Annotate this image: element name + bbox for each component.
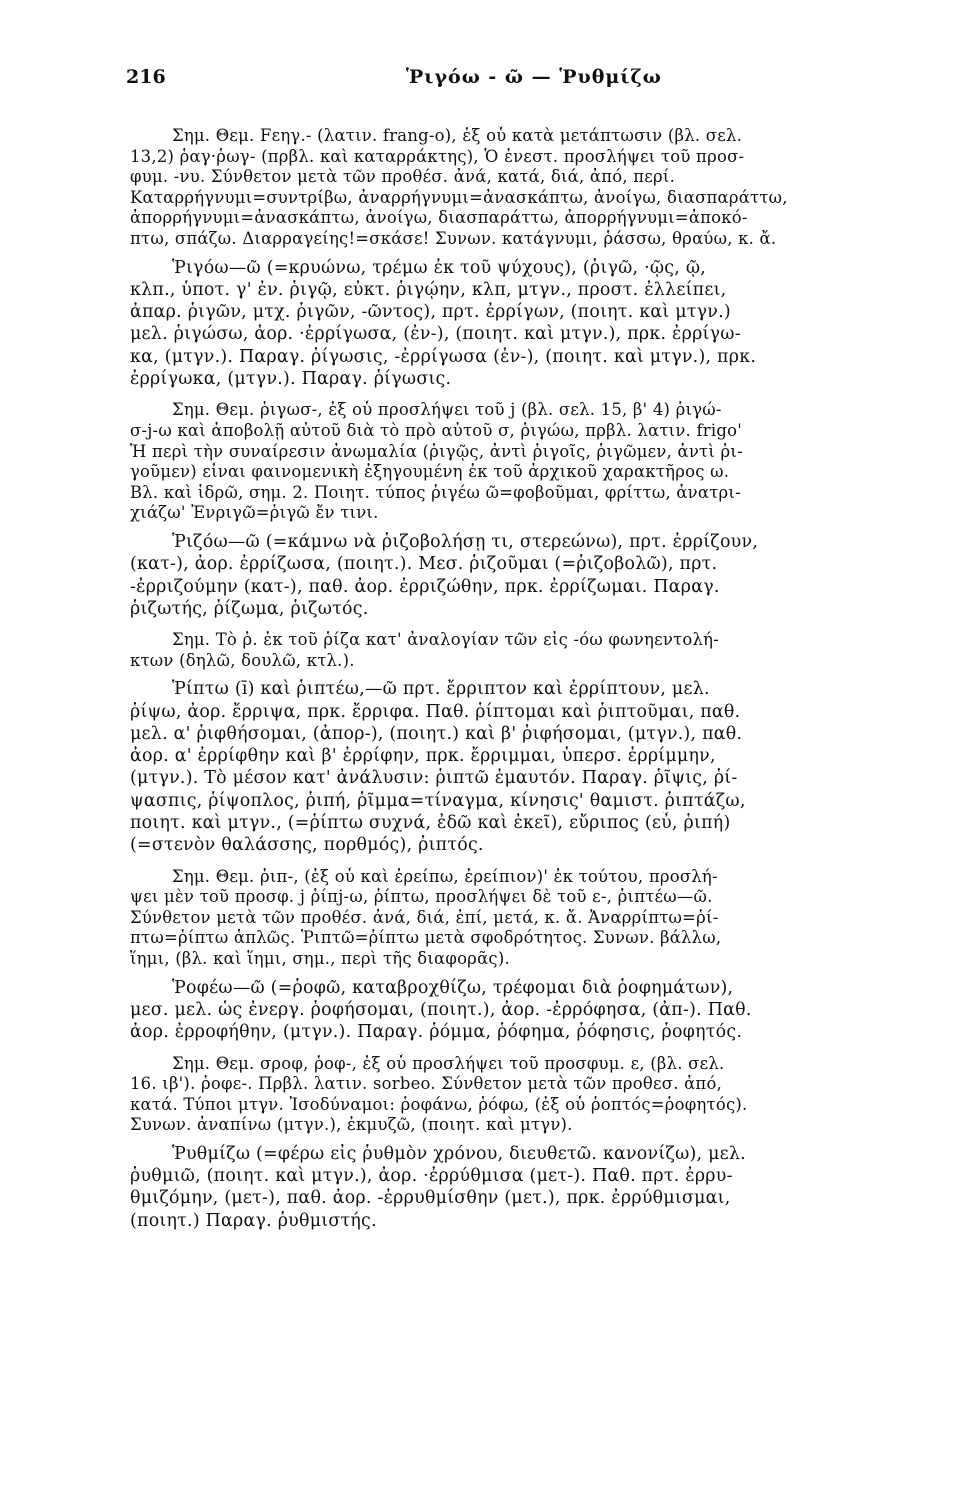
note-line: ψει μὲν τοῦ προσφ. j ῥίπj-ω, ῥίπτω, προσλήψει δὲ τοῦ ε-, ῥιπτέω—ῶ.	[130, 887, 713, 907]
entry-line: Ῥιγόω—ῶ (=κρυώνω, τρέμω ἐκ τοῦ ψύχους), (ῥιγῶ, ·ῷς, ῷ,	[172, 257, 707, 278]
dictionary-entry	[130, 977, 930, 1044]
note-line: Σημ. Θεμ. ῥιγωσ-, ἐξ οὗ προσλήψει τοῦ j (βλ. σελ. 15, β' 4) ῥιγώ-	[172, 400, 722, 420]
note-line: χιάζω' Ἐνριγῶ=ῥιγῶ ἔν τινι.	[130, 503, 379, 523]
note-line: σ-j-ω καὶ ἀποβολῇ αὐτοῦ διὰ τὸ πρὸ αὐτοῦ σ, ῥιγώω, πρβλ. λατιν. frigo'	[130, 420, 742, 440]
entry-line: κλπ., ὑποτ. γ' ἐν. ῥιγῷ, εὐκτ. ῥιγῴην, κλπ, μτγν., προστ. ἐλλείπει,	[130, 279, 727, 300]
entry-line: ἀορ. ἐρροφήθην, (μτγν.). Παραγ. ῥόμμα, ῥόφημα, ῥόφησις, ῥοφητός.	[130, 1022, 743, 1043]
entry-line: ἀορ. α' ἐρρίφθην καὶ β' ἐρρίφην, πρκ. ἔρριμμαι, ὑπερσ. ἐρρίμμην,	[130, 746, 716, 767]
entry-line: ῥυθμιῶ, (ποιητ. καὶ μτγν.), ἀορ. ·ἐρρύθμισα (μετ-). Παθ. πρτ. ἐρρυ-	[130, 1166, 733, 1187]
note-line: γοῦμεν) εἶναι φαινομενικὴ ἐξηγουμένη ἐκ τοῦ ἀρχικοῦ χαρακτῆρος ω.	[130, 462, 730, 482]
dictionary-entry	[130, 1143, 930, 1232]
etymology-note	[130, 126, 930, 250]
entry-line: (μτγν.). Τὸ μέσον κατ' ἀνάλυσιν: ῥιπτῶ ἐμαυτόν. Παραγ. ῥῖψις, ῥί-	[130, 768, 738, 789]
entry-line: ῥιζωτής, ῥίζωμα, ῥιζωτός.	[130, 598, 369, 619]
dictionary-entry	[130, 531, 930, 620]
note-line: 16. ιβ'). ῥοφε-. Πρβλ. λατιν. sorbeo. Σύνθετον μετὰ τῶν προθεσ. ἀπό,	[130, 1074, 723, 1094]
note-line: Σύνθετον μετὰ τῶν προθέσ. ἀνά, διά, ἐπί, μετά, κ. ἄ. Ἀναρρίπτω=ῥί-	[130, 907, 719, 927]
note-line: πτω=ῥίπτω ἁπλῶς. Ῥιπτῶ=ῥίπτω μετὰ σφοδρότητος. Συνων. βάλλω,	[130, 928, 722, 948]
entry-line: μεσ. μελ. ὡς ἐνεργ. ῥοφήσομαι, (ποιητ.), ἀορ. -ἐρρόφησα, (ἀπ-). Παθ.	[130, 999, 752, 1020]
entry-line: μελ. α' ῥιφθήσομαι, (ἀπορ-), (ποιητ.) καὶ β' ῥιφήσομαι, (μτγν.), παθ.	[130, 723, 743, 744]
note-line: Βλ. καὶ ἱδρῶ, σημ. 2. Ποιητ. τύπος ῥιγέω ῶ=φοβοῦμαι, φρίττω, ἀνατρι-	[130, 482, 741, 502]
running-title: Ῥιγόω - ῶ — Ῥυθμίζω	[406, 66, 662, 88]
note-line: κτων (δηλῶ, δουλῶ, κτλ.).	[130, 650, 355, 670]
page-header	[126, 66, 826, 96]
note-line: Καταρρήγνυμι=συντρίβω, ἀναρρήγνυμι=ἀνασκάπτω, ἀνοίγω, διασπαράττω,	[130, 187, 788, 207]
entry-line: ποιητ. καὶ μτγν., (=ῥίπτω συχνά, ἐδῶ καὶ ἐκεῖ), εὔριπος (εὖ, ῥιπή)	[130, 813, 731, 834]
entry-line: ἀπαρ. ῥιγῶν, μτχ. ῥιγῶν, -ῶντος), πρτ. ἐρρίγων, (ποιητ. καὶ μτγν.)	[130, 302, 731, 323]
dictionary-entry	[130, 257, 930, 391]
entry-line: μελ. ῥιγώσω, ἀορ. ·ἐρρίγωσα, (ἐν-), (ποιητ. καὶ μτγν.), πρκ. ἐρρίγω-	[130, 324, 741, 345]
note-line: Σημ. Θεμ. Fɛηγ.- (λατιν. frang-o), ἐξ οὗ κατὰ μετάπτωσιν (βλ. σελ.	[172, 126, 743, 145]
note-line: Σημ. Τὸ ῥ. ἐκ τοῦ ῥίζα κατ' ἀναλογίαν τῶν εἰς -όω φωνηεντολή-	[172, 630, 719, 650]
note-line: φυμ. -νυ. Σύνθετον μετὰ τῶν προθέσ. ἀνά, κατά, διά, ἀπό, περί.	[130, 167, 676, 187]
note-line: ἀπορρήγνυμι=ἀνασκάπτω, ἀνοίγω, διασπαράττω, ἀπορρήγνυμι=ἀποκό-	[130, 208, 748, 228]
entry-line: (=στενὸν θαλάσσης, πορθμός), ῥιπτός.	[130, 835, 484, 856]
entry-line: (κατ-), ἀορ. ἐρρίζωσα, (ποιητ.). Μεσ. ῥιζοῦμαι (=ῥιζοβολῶ), πρτ.	[130, 554, 718, 575]
entry-line: ῥίψω, ἀορ. ἔρριψα, πρκ. ἔρριφα. Παθ. ῥίπτομαι καὶ ῥιπτοῦμαι, παθ.	[130, 701, 741, 722]
note-line: Συνων. ἀναπίνω (μτγν.), ἐκμυζῶ, (ποιητ. καὶ μτγν).	[130, 1115, 573, 1135]
page-number: 216	[126, 66, 166, 88]
etymology-note	[130, 867, 930, 970]
entry-line: θμιζόμην, (μετ-), παθ. ἀορ. -ἐρρυθμίσθην (μετ.), πρκ. ἐρρύθμισμαι,	[130, 1188, 731, 1209]
entry-line: Ῥιζόω—ῶ (=κάμνω νὰ ῥιζοβολήσῃ τι, στερεώνω), πρτ. ἐρρίζουν,	[172, 531, 759, 552]
note-line: Σημ. Θεμ. σροφ, ῥοφ-, ἐξ οὗ προσλήψει τοῦ προσφυμ. ε, (βλ. σελ.	[172, 1053, 725, 1073]
etymology-note	[130, 1054, 930, 1136]
note-line: ἵημι, (βλ. καὶ ἵημι, σημ., περὶ τῆς διαφορᾶς).	[130, 949, 510, 969]
page-body	[130, 116, 930, 1232]
dictionary-entry	[130, 678, 930, 856]
etymology-note	[130, 630, 930, 671]
entry-line: Ῥοφέω—ῶ (=ῥοφῶ, καταβροχθίζω, τρέφομαι διὰ ῥοφημάτων),	[172, 977, 734, 998]
note-line: 13,2) ῥαγ·ῥωγ- (πρβλ. καὶ καταρράκτης), Ὁ ἐνεστ. προσλήψει τοῦ προσ-	[130, 146, 745, 166]
entry-line: Ῥυθμίζω (=φέρω εἰς ῥυθμὸν χρόνου, διευθετῶ. κανονίζω), μελ.	[172, 1143, 746, 1164]
entry-line: -ἐρριζούμην (κατ-), παθ. ἀορ. ἐρριζώθην, πρκ. ἐρρίζωμαι. Παραγ.	[130, 576, 720, 597]
note-line: Ἡ περὶ τὴν συναίρεσιν ἀνωμαλία (ῥιγῷς, ἀντὶ ῥιγοῖς, ῥιγῶμεν, ἀντὶ ῥι-	[130, 441, 743, 461]
entry-line: Ῥίπτω (ī) καὶ ῥιπτέω,—ῶ πρτ. ἔρριπτον καὶ ἐρρίπτουν, μελ.	[172, 679, 710, 700]
entry-line: ψασπις, ῥίψοπλος, ῥιπή, ῥῖμμα=τίναγμα, κίνησις' θαμιστ. ῥιπτάζω,	[130, 790, 746, 811]
note-line: πτω, σπάζω. Διαρραγείης!=σκάσε! Συνων. κατάγνυμι, ῥάσσω, θραύω, κ. ἄ.	[130, 228, 777, 248]
note-line: κατά. Τύποι μτγν. Ἰσοδύναμοι: ῥοφάνω, ῥόφω, (ἐξ οὗ ῥοπτός=ῥοφητός).	[130, 1094, 748, 1114]
etymology-note	[130, 400, 930, 524]
entry-line: (ποιητ.) Παραγ. ῥυθμιστής.	[130, 1210, 377, 1231]
note-line: Σημ. Θεμ. ῥιπ-, (ἐξ οὗ καὶ ἐρείπω, ἐρείπιον)' ἐκ τούτου, προσλή-	[172, 866, 718, 886]
entry-line: ἐρρίγωκα, (μτγν.). Παραγ. ῥίγωσις.	[130, 369, 452, 390]
entry-line: κα, (μτγν.). Παραγ. ῥίγωσις, -ἐρρίγωσα (ἐν-), (ποιητ. καὶ μτγν.), πρκ.	[130, 346, 757, 367]
